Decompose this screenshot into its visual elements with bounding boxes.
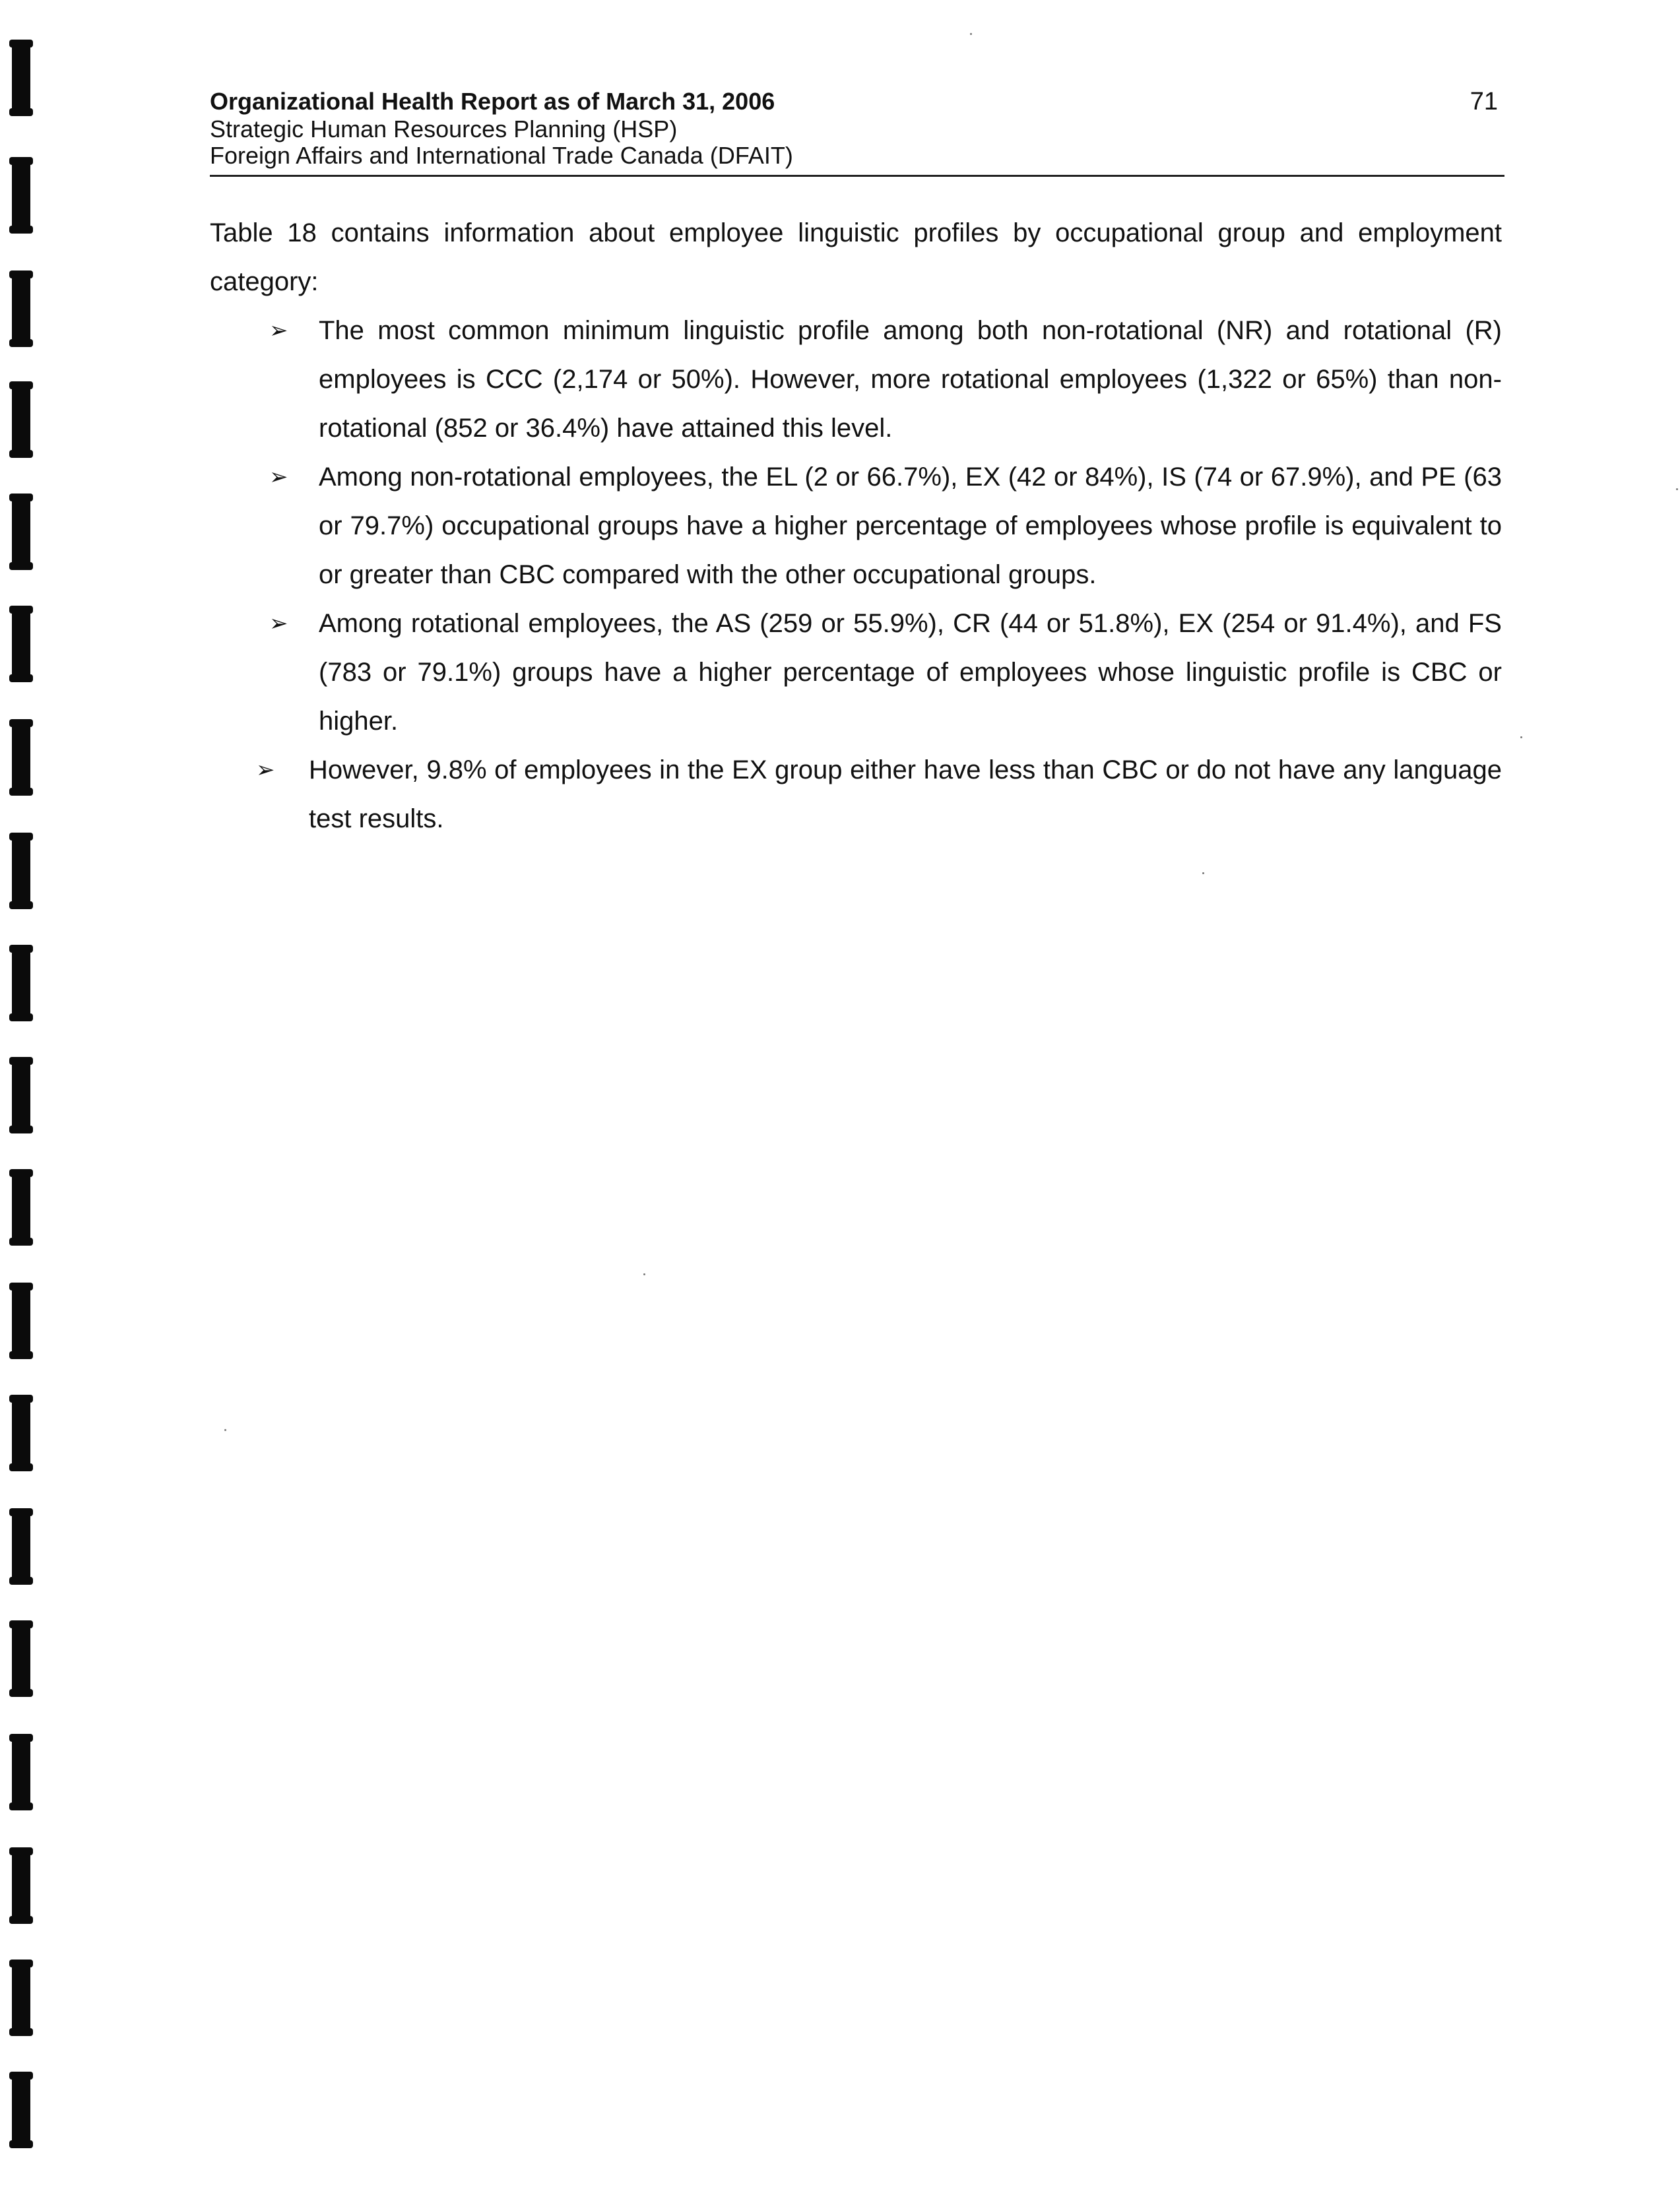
report-title: Organizational Health Report as of March 31, 2006 [210, 88, 775, 115]
page-header [210, 87, 1504, 169]
binding-hole [12, 719, 30, 796]
header-organization: Foreign Affairs and International Trade Canada (DFAIT) [210, 142, 793, 169]
scan-speck [643, 1273, 645, 1275]
scan-speck [224, 1429, 226, 1431]
list-item [210, 746, 1502, 843]
binding-hole [12, 271, 30, 347]
scan-speck [1520, 736, 1522, 738]
scan-speck [970, 33, 972, 35]
binding-hole [12, 833, 30, 909]
binding-hole [12, 1283, 30, 1359]
list-item [210, 306, 1502, 453]
findings-list [210, 306, 1502, 843]
binding-hole [12, 2072, 30, 2148]
list-item [210, 453, 1502, 599]
binding-hole [12, 606, 30, 682]
page-number: 71 [1470, 88, 1498, 115]
binding-hole [12, 1960, 30, 2036]
scan-speck [1202, 872, 1204, 874]
arrow-bullet-icon: ➢ [269, 318, 288, 343]
binding-hole [12, 1057, 30, 1133]
list-item-text: The most common minimum linguistic profile among both non-rotational (NR) and rotational (R) employees is CCC (2,174 or 50%). However, more rotational employees (1,322 or 65%) than non-rotational (852 or 36.4%) have attained this level. [319, 316, 1502, 443]
binding-hole [12, 40, 30, 116]
binding-hole [12, 1508, 30, 1585]
page-body [210, 208, 1502, 843]
binding-hole [12, 381, 30, 458]
list-item-text: Among non-rotational employees, the EL (2 or 66.7%), EX (42 or 84%), IS (74 or 67.9%), and PE (63 or 79.7%) occupational groups have a higher percentage of employees whose profile is equivalent to or greater than CBC compared with the other occupational groups. [319, 462, 1502, 589]
binding-hole [12, 1169, 30, 1246]
scan-speck [1676, 488, 1678, 490]
arrow-bullet-icon: ➢ [256, 757, 275, 782]
binding-hole [12, 945, 30, 1021]
binding-hole [12, 494, 30, 570]
list-item-text: Among rotational employees, the AS (259 or 55.9%), CR (44 or 51.8%), EX (254 or 91.4%), and FS (783 or 79.1%) groups have a higher percentage of employees whose linguistic profile is CBC or higher. [319, 609, 1502, 736]
binding-hole [12, 157, 30, 234]
binding-hole [12, 1734, 30, 1810]
list-item-text: However, 9.8% of employees in the EX group either have less than CBC or do not have any language test results. [309, 755, 1502, 833]
intro-paragraph: Table 18 contains information about employee linguistic profiles by occupational group and employment category: [210, 218, 1502, 296]
header-subtitle: Strategic Human Resources Planning (HSP) [210, 115, 678, 143]
arrow-bullet-icon: ➢ [269, 611, 288, 636]
binding-hole [12, 1395, 30, 1471]
arrow-bullet-icon: ➢ [269, 464, 288, 490]
header-divider [210, 175, 1504, 177]
binding-hole [12, 1847, 30, 1924]
binding-hole [12, 1620, 30, 1697]
binding-holes [0, 0, 53, 2199]
list-item [210, 599, 1502, 746]
